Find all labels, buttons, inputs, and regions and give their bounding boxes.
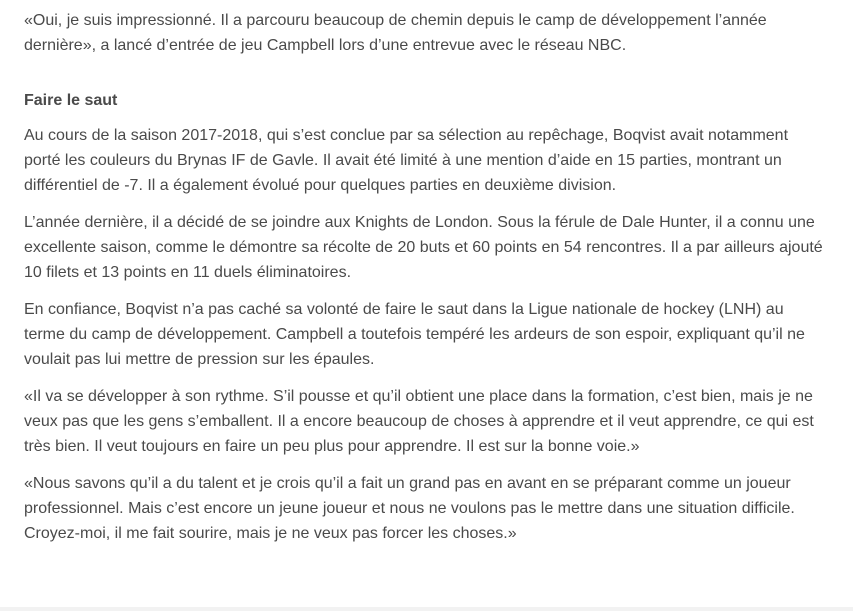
paragraph-season-2017: Au cours de la saison 2017-2018, qui s’est conclue par sa sélection au repêchage, Boqvist avait notamment porté les couleurs du Brynas IF de Gavle. Il avait été limité à une mention d’aide en 15 parties, montrant un différentiel de -7. Il a également évolué pour quelques parties en deuxième division. [24, 127, 789, 194]
paragraph-intro-quote: «Oui, je suis impressionné. Il a parcouru beaucoup de chemin depuis le camp de développement l’année dernière», a lancé d’entrée de jeu Campbell lors d’une entrevue avec le réseau NBC. [24, 12, 767, 54]
section-heading: Faire le saut [24, 92, 118, 109]
paragraph-quote-talent: «Nous savons qu’il a du talent et je crois qu’il a fait un grand pas en avant en se préparant comme un joueur professionnel. Mais c’est encore un jeune joueur et nous ne voulons pas le mettre dans une situation difficile. Croyez-moi, il me fait sourire, mais je ne veux pas forcer les choses.» [24, 475, 795, 542]
paragraph-quote-rhythm: «Il va se développer à son rythme. S’il pousse et qu’il obtient une place dans la formation, c’est bien, mais je ne veux pas que les gens s’emballent. Il a encore beaucoup de choses à apprendre et il veut apprendre, ce qui est très bien. Il veut toujours en faire un peu plus pour apprendre. Il est sur la bonne voie.» [24, 388, 814, 455]
paragraph-confidence: En confiance, Boqvist n’a pas caché sa volonté de faire le saut dans la Ligue nationale de hockey (LNH) au terme du camp de développement. Campbell a toutefois tempéré les ardeurs de son espoir, expliquant qu’il ne voulait pas lui mettre de pression sur les épaules. [24, 301, 805, 368]
article-body [24, 8, 824, 558]
paragraph-knights-london: L’année dernière, il a décidé de se joindre aux Knights de London. Sous la férule de Dale Hunter, il a connu une excellente saison, comme le démontre sa récolte de 20 buts et 60 points en 54 rencontres. Il a par ailleurs ajouté 10 filets et 13 points en 11 duels éliminatoires. [24, 214, 823, 281]
bottom-divider [0, 607, 853, 611]
